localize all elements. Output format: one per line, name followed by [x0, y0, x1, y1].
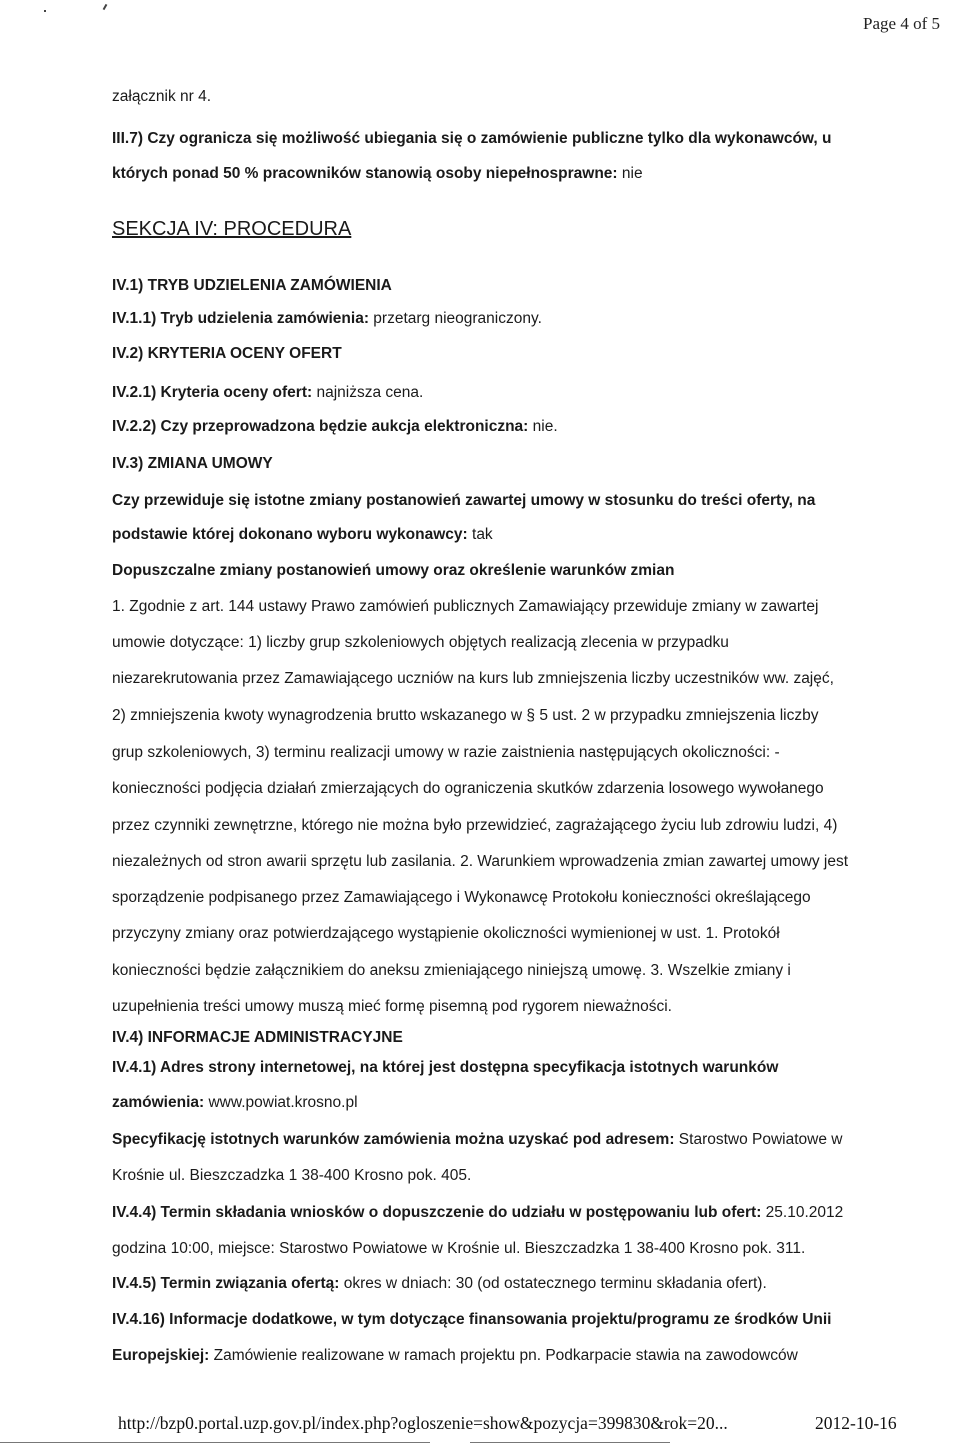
value-text: Starostwo Powiatowe w	[674, 1131, 843, 1148]
text-line	[112, 130, 832, 148]
value-text: przetarg nieograniczony.	[368, 310, 542, 327]
footer-date: 2012-10-16	[815, 1413, 897, 1433]
text-line	[112, 165, 643, 183]
value-text: uzupełnienia treści umowy muszą mieć formę pisemną pod rygorem nieważności.	[112, 998, 672, 1015]
bold-label: IV.4.5) Termin związania ofertą:	[112, 1275, 340, 1292]
text-line	[112, 598, 818, 616]
bold-label: Czy przewiduje się istotne zmiany postanowień zawartej umowy w stosunku do treści oferty, na	[112, 492, 816, 509]
text-line	[112, 998, 672, 1016]
text-line	[112, 1131, 843, 1149]
bold-label: IV.4.1) Adres strony internetowej, na której jest dostępna specyfikacja istotnych warunków	[112, 1059, 779, 1076]
text-line	[112, 1347, 798, 1365]
value-text: umowie dotyczące: 1) liczby grup szkoleniowych objętych realizacją zlecenia w przypadku	[112, 634, 729, 651]
bold-label: IV.2) KRYTERIA OCENY OFERT	[112, 345, 342, 362]
text-line	[112, 492, 815, 510]
text-line	[112, 1167, 471, 1185]
text-line	[112, 962, 791, 980]
value-text: niezależnych od stron awarii sprzętu lub zasilania. 2. Warunkiem wprowadzenia zmian zawartej umowy jest	[112, 853, 849, 870]
value-text: nie.	[528, 418, 558, 435]
text-line	[112, 562, 674, 580]
value-text: konieczności podjęcia działań zmierzających do ograniczenia skutków zdarzenia losowego wywołanego	[112, 780, 824, 797]
text-line	[112, 1275, 767, 1293]
text-line	[112, 744, 780, 762]
section-title	[112, 218, 351, 241]
bold-label: IV.1) TRYB UDZIELENIA ZAMÓWIENIA	[112, 277, 392, 294]
value-text: Krośnie ul. Bieszczadzka 1 38-400 Krosno pok. 405.	[112, 1167, 472, 1184]
bold-label: IV.2.1) Kryteria oceny ofert:	[112, 384, 313, 401]
bold-label: podstawie której dokonano wyboru wykonawcy:	[112, 526, 468, 543]
bold-label: Europejskiej:	[112, 1347, 210, 1364]
text-line	[112, 925, 780, 943]
text-line	[112, 277, 392, 295]
text-line	[112, 455, 273, 473]
page-number: Page 4 of 5	[863, 14, 940, 33]
bold-label: Dopuszczalne zmiany postanowień umowy oraz określenie warunków zmian	[112, 562, 675, 579]
value-text: 2) zmniejszenia kwoty wynagrodzenia brutto wskazanego w § 5 ust. 2 w przypadku zmniejszenia liczby	[112, 707, 819, 724]
text-line	[112, 1204, 843, 1222]
text-line	[112, 310, 542, 328]
text-line	[112, 889, 811, 907]
text-line	[112, 345, 342, 363]
bold-label: III.7) Czy ogranicza się możliwość ubiegania się o zamówienie publiczne tylko dla wykonawców, u	[112, 130, 832, 147]
value-text: sporządzenie podpisanego przez Zamawiającego i Wykonawcę Protokołu konieczności określającego	[112, 889, 811, 906]
value-text: okres w dniach: 30 (od ostatecznego terminu składania ofert).	[339, 1275, 767, 1292]
value-text: najniższa cena.	[312, 384, 424, 401]
bold-label: zamówienia:	[112, 1094, 205, 1111]
text-line	[112, 1311, 832, 1329]
value-text: 25.10.2012	[761, 1204, 844, 1221]
text-line	[112, 418, 558, 436]
bold-label: SEKCJA IV: PROCEDURA	[112, 218, 352, 240]
text-line	[112, 1094, 358, 1112]
value-text: www.powiat.krosno.pl	[204, 1094, 358, 1111]
bold-label: IV.1.1) Tryb udzielenia zamówienia:	[112, 310, 369, 327]
footer-rule	[470, 1442, 670, 1443]
bold-label: IV.4) INFORMACJE ADMINISTRACYJNE	[112, 1029, 403, 1046]
bold-label: których ponad 50 % pracowników stanowią osoby niepełnosprawne:	[112, 165, 618, 182]
value-text: Zamówienie realizowane w ramach projektu pn. Podkarpacie stawia na zawodowców	[209, 1347, 798, 1364]
value-text: załącznik nr 4.	[112, 88, 212, 105]
text-line	[112, 780, 824, 798]
value-text: grup szkoleniowych, 3) terminu realizacji umowy w razie zaistnienia następujących okoliczności: -	[112, 744, 780, 761]
text-line	[112, 1059, 778, 1077]
bold-label: Specyfikację istotnych warunków zamówienia można uzyskać pod adresem:	[112, 1131, 675, 1148]
bold-label: IV.4.16) Informacje dodatkowe, w tym dotyczące finansowania projektu/programu ze środków Unii	[112, 1311, 832, 1328]
value-text: tak	[467, 526, 493, 543]
text-line	[112, 634, 729, 652]
text-line	[112, 384, 423, 402]
text-line	[112, 88, 211, 106]
value-text: nie	[617, 165, 643, 182]
bold-label: IV.4.4) Termin składania wniosków o dopuszczenie do udziału w postępowaniu lub ofert:	[112, 1204, 762, 1221]
text-line	[112, 707, 818, 725]
scan-speck	[103, 4, 108, 10]
value-text: niezarekrutowania przez Zamawiającego uczniów na kurs lub zmniejszenia liczby uczestników ww. zajęć,	[112, 670, 834, 687]
bold-label: IV.2.2) Czy przeprowadzona będzie aukcja elektroniczna:	[112, 418, 529, 435]
text-line	[112, 817, 837, 835]
footer-rule	[0, 1442, 430, 1443]
value-text: konieczności będzie załącznikiem do aneksu zmieniającego niniejszą umowę. 3. Wszelkie zmiany i	[112, 962, 791, 979]
text-line	[112, 853, 848, 871]
value-text: przyczyny zmiany oraz potwierdzającego wystąpienie okoliczności wymienionej w ust. 1. Protokół	[112, 925, 780, 942]
text-line	[112, 1240, 805, 1258]
text-line	[112, 1029, 403, 1047]
value-text: godzina 10:00, miejsce: Starostwo Powiatowe w Krośnie ul. Bieszczadzka 1 38-400 Krosno pok. 311.	[112, 1240, 806, 1257]
scan-speck	[44, 10, 46, 12]
value-text: 1. Zgodnie z art. 144 ustawy Prawo zamówień publicznych Zamawiający przewiduje zmiany w zawartej	[112, 598, 819, 615]
footer-url: http://bzp0.portal.uzp.gov.pl/index.php?ogloszenie=show&pozycja=399830&rok=20...	[118, 1413, 728, 1433]
text-line	[112, 526, 493, 544]
bold-label: IV.3) ZMIANA UMOWY	[112, 455, 273, 472]
value-text: przez czynniki zewnętrzne, którego nie można było przewidzieć, zagrażającego życiu lub zdrowiu ludzi, 4)	[112, 817, 838, 834]
text-line	[112, 670, 834, 688]
